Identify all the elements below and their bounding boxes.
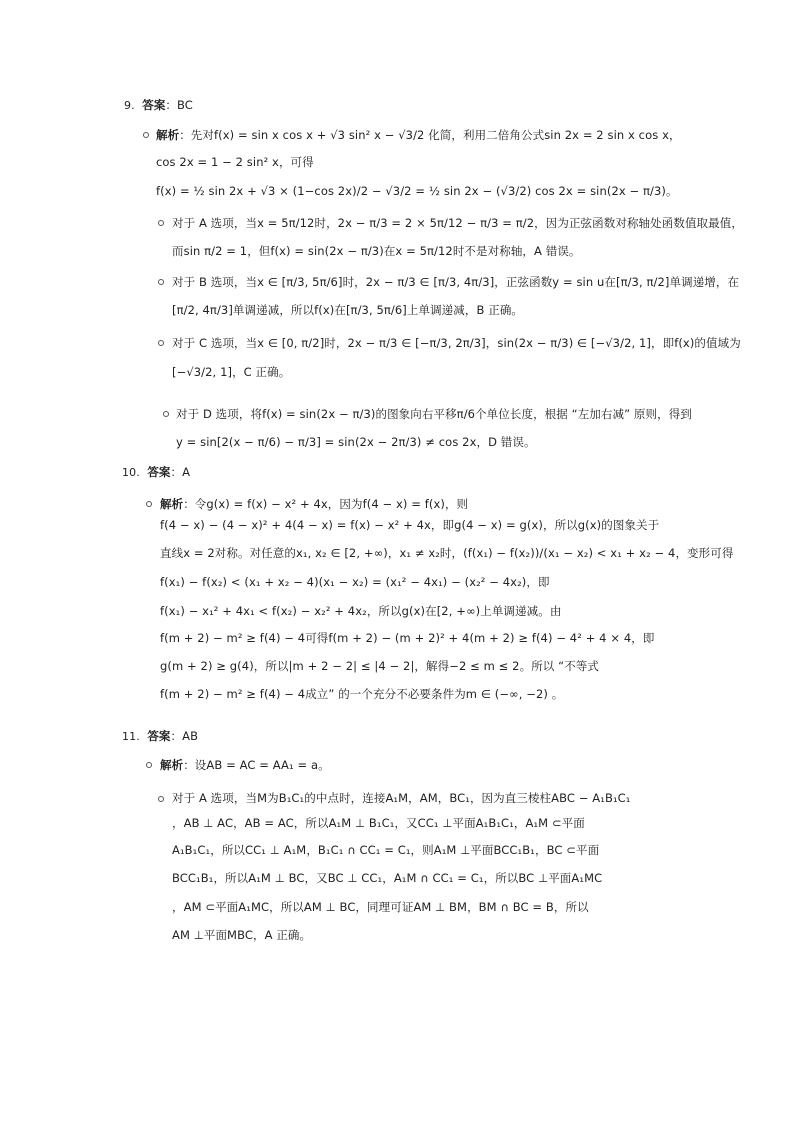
- q9-answer-label: 答案: [142, 98, 166, 112]
- q11-optA-line-3: A₁B₁C₁，所以CC₁ ⊥ A₁M，B₁C₁ ∩ CC₁ = C₁，则A₁M ⊥平面BCC₁B₁，BC ⊂平面: [172, 843, 600, 857]
- q10-answer-label: 答案: [147, 465, 171, 479]
- q10-analysis-label: 解析: [160, 497, 184, 511]
- q9-analysis-line-1: [156, 125, 681, 145]
- q11-answer-value: ：AB: [170, 729, 199, 743]
- q10-analysis-line-5: f(x₁) − x₁² + 4x₁ < f(x₂) − x₂² + 4x₂，所以g(x)在[2, +∞)上单调递减。由: [160, 604, 562, 618]
- bullet-icon: [146, 762, 152, 768]
- q11-optA-line-5: ，AM ⊂平面A₁MC，所以AM ⊥ BC，同理可证AM ⊥ BM，BM ∩ BC = B，所以: [172, 900, 589, 914]
- bullet-icon: [163, 411, 169, 417]
- q10-analysis-line-8: f(m + 2) − m² ≥ f(4) − 4成立” 的一个充分不必要条件为m ∈ (−∞, −2) 。: [160, 687, 564, 701]
- q11-analysis-label: 解析: [160, 758, 184, 772]
- q10-answer-line: [122, 462, 190, 483]
- bullet-icon: [158, 279, 164, 285]
- q9-optA-line-2: 而sin π/2 = 1，但f(x) = sin(2x − π/3)在x = 5π/12时不是对称轴，A 错误。: [172, 244, 581, 258]
- q11-analysis-text: ：设AB = AC = AA₁ = a。: [183, 758, 330, 772]
- q9-optD-line-1: 对于 D 选项，将f(x) = sin(2x − π/3)的图象向右平移π/6个单位长度，根据 “左加右减” 原则，得到: [176, 407, 692, 421]
- bullet-icon: [158, 220, 164, 226]
- q10-analysis-text-1: ：令g(x) = f(x) − x² + 4x，因为f(4 − x) = f(x)，则: [183, 497, 469, 511]
- q9-analysis-line-2: cos 2x = 1 − 2 sin² x，可得: [156, 155, 314, 169]
- q10-analysis-line-1: [160, 494, 468, 514]
- q9-optA-line-1: 对于 A 选项，当x = 5π/12时，2x − π/3 = 2 × 5π/12 − π/3 = π/2，因为正弦函数对称轴处函数值取最值，: [172, 216, 743, 230]
- q9-number: 9.: [124, 99, 135, 112]
- q9-answer-line: [124, 95, 193, 116]
- q11-number: 11.: [122, 730, 140, 743]
- bullet-icon: [158, 796, 164, 802]
- q11-analysis-line-1: [160, 755, 330, 775]
- q10-answer-value: ：A: [170, 465, 191, 479]
- q11-answer-line: [122, 726, 198, 747]
- q9-optB-line-1: 对于 B 选项，当x ∈ [π/3, 5π/6]时，2x − π/3 ∈ [π/3, 4π/3]，正弦函数y = sin u在[π/3, π/2]单调递增，在: [172, 275, 740, 289]
- q10-analysis-line-3: 直线x = 2对称。对任意的x₁, x₂ ∈ [2, +∞)，x₁ ≠ x₂时，(f(x₁) − f(x₂))/(x₁ − x₂) < x₁ + x₂ − 4，变形可得: [160, 546, 734, 560]
- q11-answer-label: 答案: [147, 729, 171, 743]
- q9-optD-line-2: y = sin[2(x − π/6) − π/3] = sin(2x − 2π/3) ≠ cos 2x，D 错误。: [176, 435, 536, 449]
- q10-number: 10.: [122, 466, 140, 479]
- q9-answer-value: ：BC: [165, 98, 193, 112]
- q11-optA-line-4: BCC₁B₁，所以A₁M ⊥ BC，又BC ⊥ CC₁，A₁M ∩ CC₁ = C₁，所以BC ⊥平面A₁MC: [172, 871, 603, 885]
- q10-analysis-line-7: g(m + 2) ≥ g(4)，所以|m + 2 − 2| ≤ |4 − 2|，解得−2 ≤ m ≤ 2。所以 “不等式: [160, 659, 600, 673]
- q9-analysis-line-3: f(x) = ½ sin 2x + √3 × (1−cos 2x)/2 − √3/2 = ½ sin 2x − (√3/2) cos 2x = sin(2x − π/3)。: [156, 184, 678, 198]
- q11-optA-line-6: AM ⊥平面MBC，A 正确。: [172, 928, 312, 942]
- q9-analysis-label: 解析: [156, 128, 180, 142]
- q9-analysis-text-1: ：先对f(x) = sin x cos x + √3 sin² x − √3/2 化简，利用二倍角公式sin 2x = 2 sin x cos x，: [179, 128, 681, 142]
- q9-optC-line-2: [−√3/2, 1]，C 正确。: [172, 365, 291, 379]
- q10-analysis-line-2: f(4 − x) − (4 − x)² + 4(4 − x) = f(x) − x² + 4x，即g(4 − x) = g(x)，所以g(x)的图象关于: [160, 518, 660, 532]
- q11-optA-line-2: ，AB ⊥ AC，AB = AC，所以A₁M ⊥ B₁C₁，又CC₁ ⊥平面A₁B₁C₁，A₁M ⊂平面: [172, 816, 585, 830]
- q10-analysis-line-6: f(m + 2) − m² ≥ f(4) − 4可得f(m + 2) − (m + 2)² + 4(m + 2) ≥ f(4) − 4² + 4 × 4，即: [160, 631, 655, 645]
- bullet-icon: [143, 132, 149, 138]
- bullet-icon: [158, 340, 164, 346]
- q9-optC-line-1: 对于 C 选项，当x ∈ [0, π/2]时，2x − π/3 ∈ [−π/3, 2π/3]，sin(2x − π/3) ∈ [−√3/2, 1]，即f(x)的值域为: [172, 336, 741, 350]
- q9-optB-line-2: [π/2, 4π/3]单调递减，所以f(x)在[π/3, 5π/6]上单调递减，B 正确。: [172, 303, 524, 317]
- q11-optA-line-1: 对于 A 选项，当M为B₁C₁的中点时，连接A₁M，AM，BC₁，因为直三棱柱ABC − A₁B₁C₁: [172, 791, 631, 805]
- q10-analysis-line-4: f(x₁) − f(x₂) < (x₁ + x₂ − 4)(x₁ − x₂) = (x₁² − 4x₁) − (x₂² − 4x₂)，即: [160, 575, 550, 589]
- bullet-icon: [146, 501, 152, 507]
